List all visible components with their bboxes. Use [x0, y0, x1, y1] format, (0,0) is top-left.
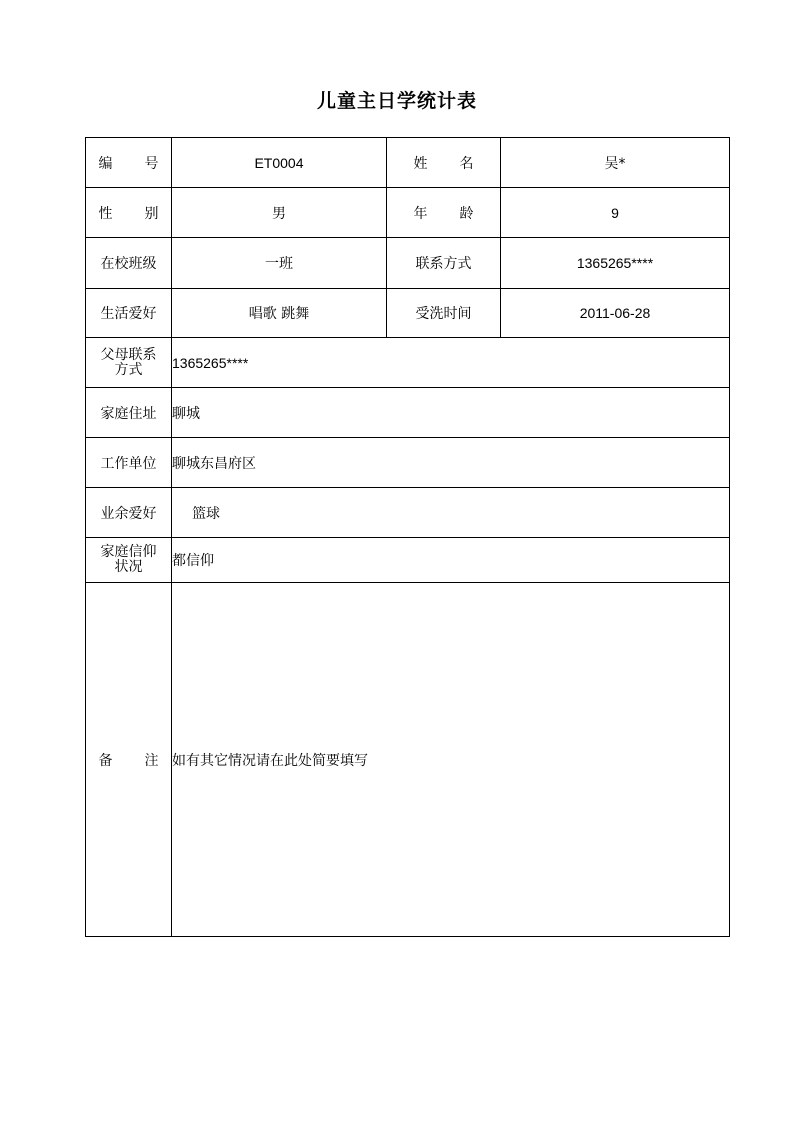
- leisure-hobbies-label: 业余爱好: [86, 488, 172, 538]
- contact-label: 联系方式: [387, 238, 501, 289]
- table-row: [86, 188, 730, 238]
- table-row: [86, 488, 730, 538]
- name-label-cell: [387, 138, 501, 188]
- baptism-date-value[interactable]: 2011-06-28: [501, 289, 730, 338]
- family-faith-label-line2: 状况: [114, 559, 143, 575]
- family-faith-label: [101, 545, 157, 575]
- gender-label: 性别: [98, 205, 159, 222]
- age-label-cell: [387, 188, 501, 238]
- school-class-value[interactable]: 一班: [172, 238, 387, 289]
- parent-contact-label: [101, 348, 157, 378]
- table-row: [86, 388, 730, 438]
- table-row: [86, 338, 730, 388]
- age-value[interactable]: 9: [501, 188, 730, 238]
- table-row: [86, 138, 730, 188]
- family-faith-value[interactable]: 都信仰: [172, 538, 730, 583]
- parent-contact-label-cell: [86, 338, 172, 388]
- hobbies-value[interactable]: 唱歌 跳舞: [172, 289, 387, 338]
- work-unit-value[interactable]: 聊城东昌府区: [172, 438, 730, 488]
- leisure-hobbies-value[interactable]: 篮球: [172, 488, 730, 538]
- table-row: [86, 438, 730, 488]
- remarks-label: 备注: [98, 752, 159, 769]
- table-row: [86, 289, 730, 338]
- table-row: [86, 238, 730, 289]
- table-row: [86, 583, 730, 937]
- hobbies-label: 生活爱好: [86, 289, 172, 338]
- work-unit-label: 工作单位: [86, 438, 172, 488]
- id-label-cell: [86, 138, 172, 188]
- contact-value[interactable]: 1365265****: [501, 238, 730, 289]
- student-form-table: [85, 137, 730, 937]
- home-address-label: 家庭住址: [86, 388, 172, 438]
- remarks-textarea[interactable]: 如有其它情况请在此处简要填写: [172, 583, 730, 937]
- gender-label-cell: [86, 188, 172, 238]
- parent-contact-label-line1: 父母联系: [100, 346, 157, 363]
- parent-contact-label-line2: 方式: [114, 361, 143, 378]
- table-row: [86, 538, 730, 583]
- id-value[interactable]: ET0004: [172, 138, 387, 188]
- parent-contact-value[interactable]: 1365265****: [172, 338, 730, 388]
- id-label: 编号: [98, 155, 159, 172]
- home-address-value[interactable]: 聊城: [172, 388, 730, 438]
- page-title: 儿童主日学统计表: [316, 90, 477, 112]
- age-label: 年龄: [413, 205, 474, 222]
- name-value[interactable]: 吴*: [501, 138, 730, 188]
- remarks-label-cell: [86, 583, 172, 937]
- name-label: 姓名: [413, 155, 474, 172]
- gender-value[interactable]: 男: [172, 188, 387, 238]
- school-class-label: 在校班级: [86, 238, 172, 289]
- family-faith-label-cell: [86, 538, 172, 583]
- baptism-date-label: 受洗时间: [387, 289, 501, 338]
- family-faith-label-line1: 家庭信仰: [100, 544, 157, 560]
